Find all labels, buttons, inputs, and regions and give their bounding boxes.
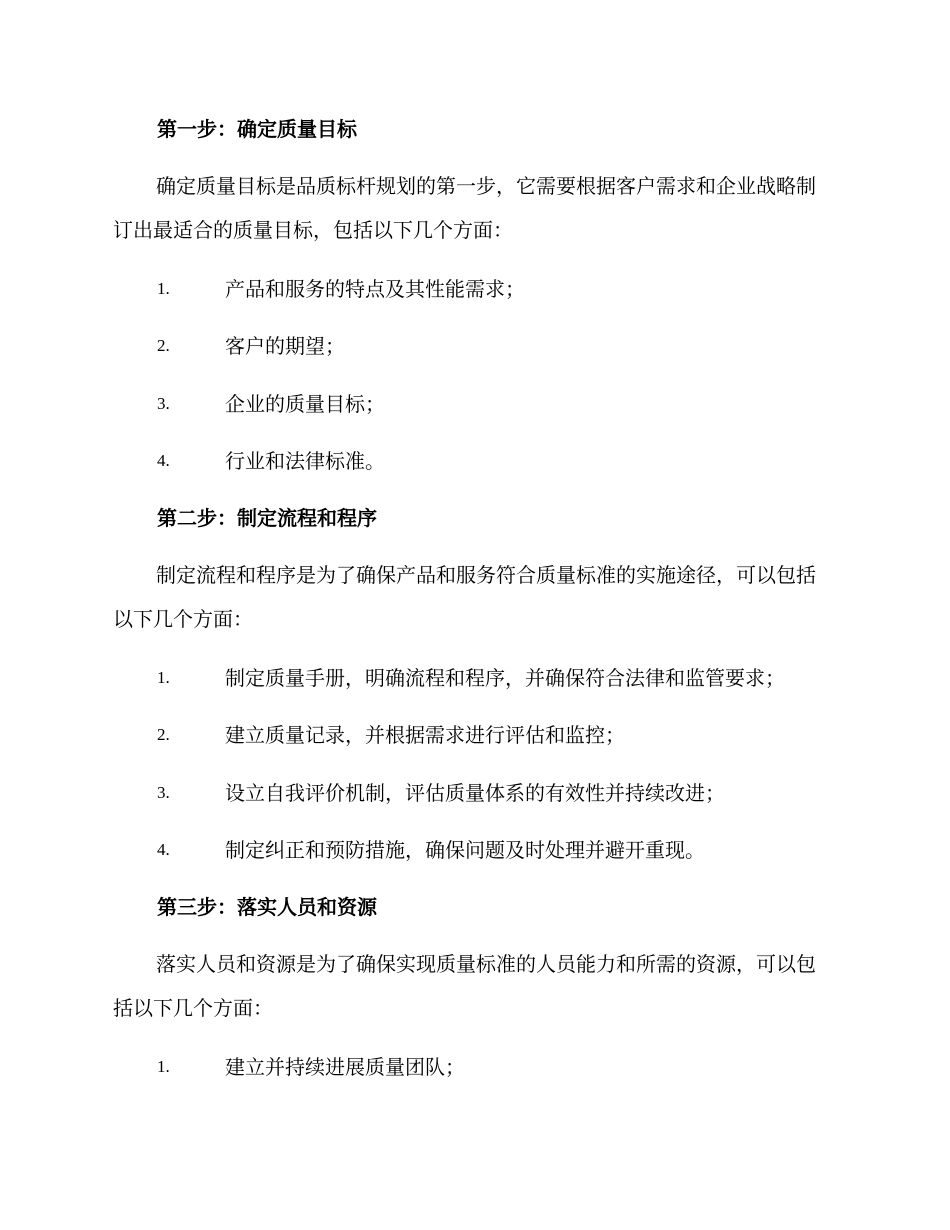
list-item-number: 4.: [157, 840, 170, 859]
list-item-number: 3.: [157, 394, 170, 413]
list-item-text: 制定质量手册，明确流程和程序，并确保符合法律和监管要求；: [225, 666, 785, 690]
list-item-text: 建立并持续进展质量团队；: [225, 1055, 465, 1079]
list-item-number: 4.: [157, 451, 170, 470]
section-3-heading: 第三步：落实人员和资源: [157, 895, 377, 919]
list-item-number: 1.: [157, 668, 170, 687]
section-3-paragraph: 落实人员和资源是为了确保实现质量标准的人员能力和所需的资源，可以包括以下几个方面：: [113, 952, 816, 1020]
section-1-heading: 第一步：确定质量目标: [157, 117, 357, 141]
list-item-text: 制定纠正和预防措施，确保问题及时处理并避开重现。: [225, 838, 705, 862]
list-item-number: 2.: [157, 336, 170, 355]
list-item-text: 产品和服务的特点及其性能需求；: [225, 277, 525, 301]
list-item-text: 建立质量记录，并根据需求进行评估和监控；: [225, 723, 625, 747]
list-item-text: 行业和法律标准。: [225, 449, 385, 473]
list-item-text: 企业的质量目标；: [225, 392, 385, 416]
list-item-number: 1.: [157, 279, 170, 298]
list-item-text: 客户的期望；: [225, 334, 345, 358]
list-item-text: 设立自我评价机制，评估质量体系的有效性并持续改进；: [225, 781, 725, 805]
list-item-number: 3.: [157, 783, 170, 802]
section-1-paragraph: 确定质量目标是品质标杆规划的第一步，它需要根据客户需求和企业战略制订出最适合的质量目标，包括以下几个方面：: [113, 174, 816, 242]
section-2-heading: 第二步：制定流程和程序: [157, 506, 377, 530]
section-2-paragraph: 制定流程和程序是为了确保产品和服务符合质量标准的实施途径，可以包括以下几个方面：: [113, 563, 816, 631]
list-item-number: 1.: [157, 1057, 170, 1076]
list-item-number: 2.: [157, 725, 170, 744]
